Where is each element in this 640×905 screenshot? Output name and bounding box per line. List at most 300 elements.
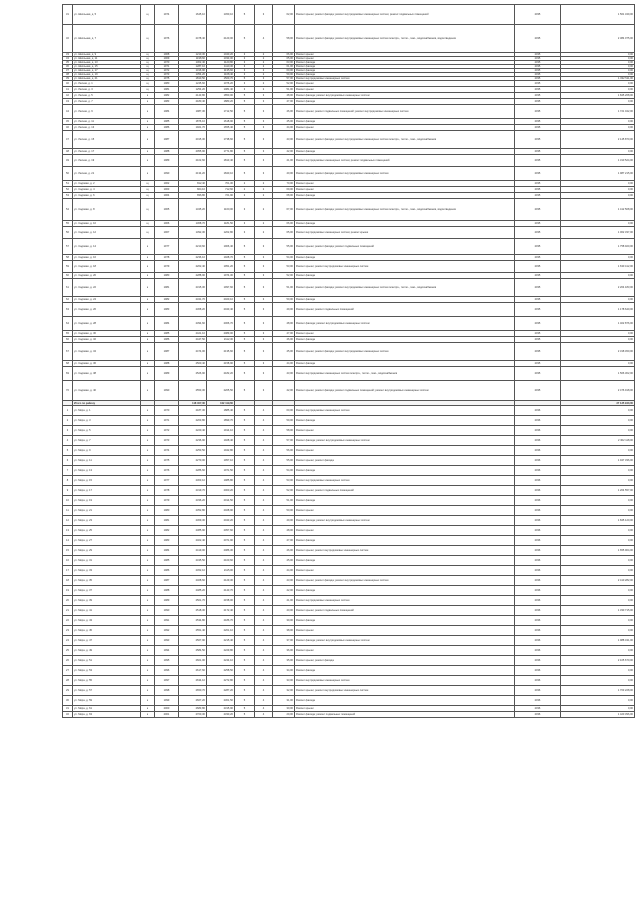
plan-year-cell: 2036	[515, 576, 561, 586]
wall-type-cell: к	[141, 105, 155, 119]
floors-cell: 5	[235, 476, 255, 486]
works-description-cell: Ремонт фасада	[295, 119, 515, 125]
plan-year-cell: 2036	[515, 476, 561, 486]
wear-cell: 58,00	[273, 25, 295, 53]
living-area-cell: 1928,70	[207, 255, 235, 261]
floors-cell: 5	[235, 381, 255, 401]
build-year-cell: 1975	[155, 456, 179, 466]
total-area-cell: 2336,20	[179, 496, 207, 506]
total-area-cell: 2402,40	[179, 536, 207, 546]
address-cell: ул. Садовая, д. 20	[73, 273, 141, 279]
wear-cell: 41,00	[273, 596, 295, 606]
wall-type-cell: к	[141, 546, 155, 556]
wall-type-cell: к	[141, 361, 155, 367]
total-area-cell: 2394,60	[179, 317, 207, 331]
plan-year-cell: 2035	[515, 25, 561, 53]
address-cell: ул. Мира, д. 33	[73, 566, 141, 576]
entrances-cell: 4	[255, 456, 273, 466]
address-cell: ул. Садовая, д. 26	[73, 303, 141, 317]
wear-cell: 49,00	[273, 303, 295, 317]
wear-cell: 32,00	[273, 686, 295, 696]
address-cell: ул. Садовая, д. 4	[73, 187, 141, 193]
plan-year-cell: 2035	[515, 77, 561, 81]
plan-year-cell: 2036	[515, 566, 561, 576]
works-description-cell: Ремонт крыши	[295, 81, 515, 87]
repair-program-table	[62, 4, 635, 718]
floors-cell: 5	[235, 119, 255, 125]
wall-type-cell: к	[141, 367, 155, 381]
address-cell: ул. Лесная, д. 9	[73, 105, 141, 119]
row-number: 29	[63, 686, 73, 696]
works-description-cell: Ремонт фасада	[295, 556, 515, 566]
living-area-cell: 2258,50	[207, 666, 235, 676]
floors-cell: 3	[235, 53, 255, 57]
total-area-cell: 2055,90	[179, 149, 207, 155]
row-number: 27	[63, 666, 73, 676]
row-number: 6	[63, 456, 73, 466]
table-row	[63, 626, 635, 636]
wear-cell: 45,00	[273, 556, 295, 566]
works-description-cell: Ремонт крыши; ремонт фасада	[295, 456, 515, 466]
total-area-cell: 2553,30	[179, 381, 207, 401]
row-number: 26	[63, 656, 73, 666]
wear-cell: 61,00	[273, 65, 295, 69]
living-area-cell: 1971,50	[207, 466, 235, 476]
works-description-cell: Ремонт фасада; ремонт подвальных помещений	[295, 712, 515, 718]
wall-type-cell: щ	[141, 193, 155, 199]
plan-year-cell: 2036	[515, 446, 561, 456]
address-cell: ул. Школьная, д. 21	[73, 77, 141, 81]
entrances-cell: 2	[255, 65, 273, 69]
row-number: 58	[63, 255, 73, 261]
row-number: 41	[63, 87, 73, 93]
cost-cell: 2 384 075,00	[561, 25, 635, 53]
row-number: 18	[63, 576, 73, 586]
row-number: 7	[63, 466, 73, 476]
address-cell: ул. Мира, д. 21	[73, 506, 141, 516]
wall-type-cell: щ	[141, 227, 155, 239]
floors-cell: 5	[235, 25, 255, 53]
total-area-cell: 2236,10	[179, 255, 207, 261]
wall-type-cell: к	[141, 125, 155, 131]
cost-cell: 0,00	[561, 273, 635, 279]
wall-type-cell: к	[141, 506, 155, 516]
wear-cell: 42,00	[273, 381, 295, 401]
entrances-cell: 3	[255, 317, 273, 331]
build-year-cell: 1966	[155, 221, 179, 227]
table-row	[63, 696, 635, 706]
row-number: 13	[63, 526, 73, 536]
living-area-cell: 1202,80	[207, 227, 235, 239]
table-body	[63, 5, 635, 718]
plan-year-cell: 2035	[515, 193, 561, 199]
works-description-cell: Ремонт крыши; ремонт фасада; ремонт внутридомовых инженерных систем электро-, тепло-, газо-, водоснабжения	[295, 279, 515, 297]
build-year-cell: 1986	[155, 566, 179, 576]
floors-cell: 3	[235, 61, 255, 65]
works-description-cell: Ремонт фасада	[295, 221, 515, 227]
build-year-cell: 1967	[155, 227, 179, 239]
cost-cell: 0,00	[561, 466, 635, 476]
table-row	[63, 576, 635, 586]
total-area-cell: 2341,70	[179, 297, 207, 303]
works-description-cell: Ремонт внутридомовых инженерных систем	[295, 406, 515, 416]
works-description-cell: Ремонт крыши	[295, 53, 515, 57]
entrances-cell: 4	[255, 496, 273, 506]
works-description-cell: Ремонт крыши	[295, 646, 515, 656]
cost-cell: 0,00	[561, 361, 635, 367]
entrances-cell: 4	[255, 606, 273, 616]
row-number: 35	[63, 61, 73, 65]
table-row	[63, 367, 635, 381]
works-description-cell: Ремонт внутридомовых инженерных систем; ремонт крыши	[295, 227, 515, 239]
cost-cell: 0,00	[561, 69, 635, 73]
wall-type-cell: к	[141, 576, 155, 586]
plan-year-cell: 2035	[515, 99, 561, 105]
plan-year-cell: 2036	[515, 666, 561, 676]
total-area-cell: 1876,10	[179, 119, 207, 125]
works-description-cell: Ремонт фасада	[295, 416, 515, 426]
total-area-cell: 2526,90	[179, 367, 207, 381]
entrances-cell: 4	[255, 25, 273, 53]
row-number: 46	[63, 125, 73, 131]
build-year-cell: 1977	[155, 476, 179, 486]
wall-type-cell: к	[141, 656, 155, 666]
address-cell: ул. Мира, д. 13	[73, 466, 141, 476]
total-area-cell: 1645,10	[179, 5, 207, 25]
address-cell: ул. Школьная, д. 7	[73, 25, 141, 53]
cost-cell: 1 310 524,00	[561, 155, 635, 167]
wall-type-cell: к	[141, 566, 155, 576]
table-row	[63, 676, 635, 686]
floors-cell: 5	[235, 616, 255, 626]
address-cell: ул. Лесная, д. 21	[73, 167, 141, 181]
works-description-cell: Ремонт фасада; ремонт внутридомовых инженерных систем	[295, 93, 515, 99]
works-description-cell: Ремонт фасада	[295, 361, 515, 367]
total-area-cell: 2015,30	[179, 131, 207, 149]
works-description-cell: Ремонт фасада	[295, 616, 515, 626]
table-row	[63, 526, 635, 536]
floors-cell: 5	[235, 99, 255, 105]
address-cell: ул. Лесная, д. 1	[73, 81, 141, 87]
address-cell: ул. Мира, д. 23	[73, 516, 141, 526]
entrances-cell: 3	[255, 125, 273, 131]
cost-cell: 2 302 118,00	[561, 436, 635, 446]
cost-cell: 0,00	[561, 706, 635, 712]
entrances-cell: 4	[255, 646, 273, 656]
build-year-cell: 1984	[155, 546, 179, 556]
row-number: 31	[63, 5, 73, 25]
row-number: 25	[63, 646, 73, 656]
living-area-cell: 2066,70	[207, 317, 235, 331]
wall-type-cell: к	[141, 456, 155, 466]
plan-year-cell: 2036	[515, 636, 561, 646]
entrances-cell: 3	[255, 167, 273, 181]
wall-type-cell: щ	[141, 199, 155, 221]
total-area-cell: 1987,30	[179, 105, 207, 119]
entrances-cell: 3	[255, 105, 273, 119]
works-description-cell: Ремонт крыши; ремонт фасада; ремонт внутридомовых инженерных систем	[295, 343, 515, 361]
address-cell: ул. Мира, д. 55	[73, 676, 141, 686]
living-area-cell: 2071,90	[207, 536, 235, 546]
plan-year-cell: 2035	[515, 273, 561, 279]
floors-cell: 5	[235, 576, 255, 586]
living-area-cell: 2020,10	[207, 297, 235, 303]
entrances-cell: 3	[255, 297, 273, 303]
works-description-cell: Ремонт крыши; ремонт подвальных помещений; ремонт внутридомовых инженерных систем	[295, 105, 515, 119]
plan-year-cell: 2036	[515, 546, 561, 556]
wear-cell: 53,00	[273, 261, 295, 273]
wear-cell: 48,00	[273, 93, 295, 99]
living-area-cell: 1450,10	[207, 5, 235, 25]
living-area-cell: 2086,30	[207, 546, 235, 556]
floors-cell: 5	[235, 297, 255, 303]
total-area-cell: 2700,30	[179, 712, 207, 718]
build-year-cell: 1969	[155, 57, 179, 61]
row-number: 2	[63, 416, 73, 426]
floors-cell: 5	[235, 239, 255, 255]
living-area-cell: 2272,80	[207, 676, 235, 686]
cost-cell: 0,00	[561, 149, 635, 155]
cost-cell: 1 032 511,00	[561, 77, 635, 81]
floors-cell: 5	[235, 712, 255, 718]
cost-cell: 0,00	[561, 406, 635, 416]
address-cell: ул. Школьная, д. 11	[73, 57, 141, 61]
living-area-cell: 1033,00	[207, 57, 235, 61]
table-row	[63, 666, 635, 676]
wall-type-cell: к	[141, 155, 155, 167]
floors-cell: 5	[235, 556, 255, 566]
wear-cell: 34,00	[273, 666, 295, 676]
build-year-cell: 1999	[155, 696, 179, 706]
address-cell: ул. Мира, д. 43	[73, 616, 141, 626]
cost-cell: 0,00	[561, 87, 635, 93]
table-row	[63, 486, 635, 496]
works-description-cell: Ремонт крыши	[295, 506, 515, 516]
wall-type-cell: к	[141, 696, 155, 706]
cost-cell: 1 988 431,00	[561, 636, 635, 646]
works-description-cell: Ремонт крыши; ремонт подвальных помещений	[295, 606, 515, 616]
build-year-cell: 1985	[155, 119, 179, 125]
living-area-cell: 1076,20	[207, 81, 235, 87]
wear-cell: 57,00	[273, 77, 295, 81]
entrances-cell: 3	[255, 149, 273, 155]
address-cell: ул. Мира, д. 15	[73, 476, 141, 486]
living-area-cell: 2330,20	[207, 712, 235, 718]
floors-cell: 5	[235, 636, 255, 646]
entrances-cell: 2	[255, 187, 273, 193]
row-number: 8	[63, 476, 73, 486]
row-number: 39	[63, 77, 73, 81]
wear-cell: 56,00	[273, 446, 295, 456]
row-number: 50	[63, 167, 73, 181]
build-year-cell: 1979	[155, 261, 179, 273]
row-number: 31	[63, 706, 73, 712]
table-row	[63, 25, 635, 53]
plan-year-cell: 2035	[515, 119, 561, 125]
entrances-cell: 4	[255, 406, 273, 416]
total-area-cell: 2452,10	[179, 566, 207, 576]
row-number: 42	[63, 93, 73, 99]
living-area-cell: 102 119,60	[207, 401, 235, 406]
entrances-cell: 4	[255, 416, 273, 426]
total-area-cell: 1921,70	[179, 125, 207, 131]
wear-cell: 33,00	[273, 676, 295, 686]
wear-cell: 48,00	[273, 526, 295, 536]
entrances-cell: 2	[255, 53, 273, 57]
wear-cell: 36,00	[273, 646, 295, 656]
plan-year-cell: 2035	[515, 155, 561, 167]
address-cell: ул. Мира, д. 47	[73, 636, 141, 646]
total-area-cell: 2210,60	[179, 239, 207, 255]
address-cell: ул. Садовая, д. 10	[73, 221, 141, 227]
total-area-cell: 2419,00	[179, 546, 207, 556]
wall-type-cell: к	[141, 626, 155, 636]
wall-type-cell: к	[141, 536, 155, 546]
floors-cell: 5	[235, 646, 255, 656]
wear-cell: 60,00	[273, 69, 295, 73]
entrances-cell: 4	[255, 586, 273, 596]
works-description-cell: Ремонт внутридомовых инженерных систем; ремонт подвальных помещений	[295, 155, 515, 167]
address-cell: ул. Мира, д. 35	[73, 576, 141, 586]
wear-cell: 51,00	[273, 279, 295, 297]
wear-cell: 52,00	[273, 273, 295, 279]
table-row	[63, 596, 635, 606]
entrances-cell: 3	[255, 381, 273, 401]
address-cell: ул. Мира, д. 37	[73, 586, 141, 596]
works-description-cell: Ремонт фасада	[295, 255, 515, 261]
address-cell: ул. Мира, д. 25	[73, 526, 141, 536]
cost-cell: 0,00	[561, 297, 635, 303]
cost-cell: 0,00	[561, 566, 635, 576]
living-area-cell: 1738,60	[207, 131, 235, 149]
cost-cell: 2 145 870,00	[561, 131, 635, 149]
entrances-cell: 4	[255, 596, 273, 606]
row-number: 24	[63, 636, 73, 646]
living-area-cell: 2186,70	[207, 616, 235, 626]
build-year-cell: 1984	[155, 317, 179, 331]
total-area-cell: 2102,60	[179, 155, 207, 167]
build-year-cell: 1971	[155, 65, 179, 69]
plan-year-cell: 2035	[515, 125, 561, 131]
total-area-cell: 2500,40	[179, 361, 207, 367]
address-cell: ул. Садовая, д. 18	[73, 261, 141, 273]
floors-cell: 5	[235, 656, 255, 666]
cost-cell: 0,00	[561, 193, 635, 199]
build-year-cell: 1998	[155, 686, 179, 696]
wear-cell: 51,00	[273, 87, 295, 93]
address-cell: ул. Лесная, д. 7	[73, 99, 141, 105]
entrances-cell: 2	[255, 57, 273, 61]
floors-cell: 3	[235, 69, 255, 73]
entrances-cell: 3	[255, 131, 273, 149]
floors-cell: 5	[235, 131, 255, 149]
build-year-cell: 1981	[155, 516, 179, 526]
total-area-cell: 2435,50	[179, 556, 207, 566]
floors-cell: 5	[235, 125, 255, 131]
row-number: 17	[63, 566, 73, 576]
works-description-cell: Ремонт фасада	[295, 69, 515, 73]
works-description-cell: Ремонт фасада	[295, 193, 515, 199]
total-area-cell: 1198,60	[179, 57, 207, 61]
living-area-cell: 2182,20	[207, 367, 235, 381]
cost-cell: 0,00	[561, 65, 635, 69]
plan-year-cell: 2035	[515, 69, 561, 73]
floors-cell: 5	[235, 626, 255, 636]
address-cell: ул. Садовая, д. 34	[73, 343, 141, 361]
total-area-cell: 2468,60	[179, 576, 207, 586]
floors-cell: 5	[235, 105, 255, 119]
address-cell: ул. Лесная, д. 19	[73, 155, 141, 167]
works-description-cell: Ремонт крыши; ремонт фасада; ремонт подвальных помещений; ремонт внутридомовых инженерных систем	[295, 381, 515, 401]
row-number: 47	[63, 131, 73, 149]
address-cell: ул. Садовая, д. 24	[73, 297, 141, 303]
floors-cell: 5	[235, 255, 255, 261]
living-area-cell: 2229,80	[207, 646, 235, 656]
cost-cell: 0,00	[561, 596, 635, 606]
build-year-cell: 1970	[155, 61, 179, 65]
works-description-cell: Ремонт крыши; ремонт подвальных помещений	[295, 303, 515, 317]
table-row	[63, 227, 635, 239]
row-number: 38	[63, 73, 73, 77]
works-description-cell: Ремонт крыши; ремонт внутридомовых инженерных систем	[295, 261, 515, 273]
total-area-cell: 2134,20	[179, 167, 207, 181]
table-row	[63, 131, 635, 149]
cost-cell: 37 135 940,00	[561, 401, 635, 406]
entrances-cell: 2	[255, 221, 273, 227]
entrances-cell: 3	[255, 119, 273, 125]
living-area-cell: 2100,60	[207, 556, 235, 566]
plan-year-cell: 2035	[515, 167, 561, 181]
total-area-cell: 2485,20	[179, 586, 207, 596]
plan-year-cell: 2036	[515, 456, 561, 466]
works-description-cell: Ремонт фасада	[295, 466, 515, 476]
wear-cell: 50,00	[273, 297, 295, 303]
address-cell: Итого по району	[73, 401, 141, 406]
address-cell: ул. Лесная, д. 5	[73, 93, 141, 99]
wear-cell: 46,00	[273, 546, 295, 556]
wall-type-cell: щ	[141, 181, 155, 187]
total-area-cell: 2270,00	[179, 456, 207, 466]
living-area-cell: 2158,00	[207, 596, 235, 606]
table-row	[63, 343, 635, 361]
wear-cell: 69,00	[273, 187, 295, 193]
build-year-cell: 1980	[155, 81, 179, 87]
living-area-cell: 1951,20	[207, 261, 235, 273]
works-description-cell: Ремонт фасада	[295, 273, 515, 279]
plan-year-cell: 2035	[515, 367, 561, 381]
plan-year-cell: 2035	[515, 279, 561, 297]
cost-cell: 1 330 715,00	[561, 606, 635, 616]
plan-year-cell: 2036	[515, 526, 561, 536]
works-description-cell: Ремонт фасада	[295, 337, 515, 343]
address-cell: ул. Мира, д. 3	[73, 416, 141, 426]
cost-cell: 0,00	[561, 496, 635, 506]
entrances-cell: 4	[255, 536, 273, 546]
table-row	[63, 105, 635, 119]
plan-year-cell: 2036	[515, 536, 561, 546]
floors-cell: 5	[235, 496, 255, 506]
cost-cell: 0,00	[561, 81, 635, 87]
address-cell: ул. Садовая, д. 6	[73, 193, 141, 199]
living-area-cell: 2315,90	[207, 706, 235, 712]
living-area-cell: 1081,40	[207, 87, 235, 93]
cost-cell: 0,00	[561, 676, 635, 686]
wall-type-cell: щ	[141, 25, 155, 53]
total-area-cell: 2369,30	[179, 516, 207, 526]
plan-year-cell: 2036	[515, 506, 561, 516]
plan-year-cell: 2035	[515, 131, 561, 149]
cost-cell: 0,00	[561, 331, 635, 337]
